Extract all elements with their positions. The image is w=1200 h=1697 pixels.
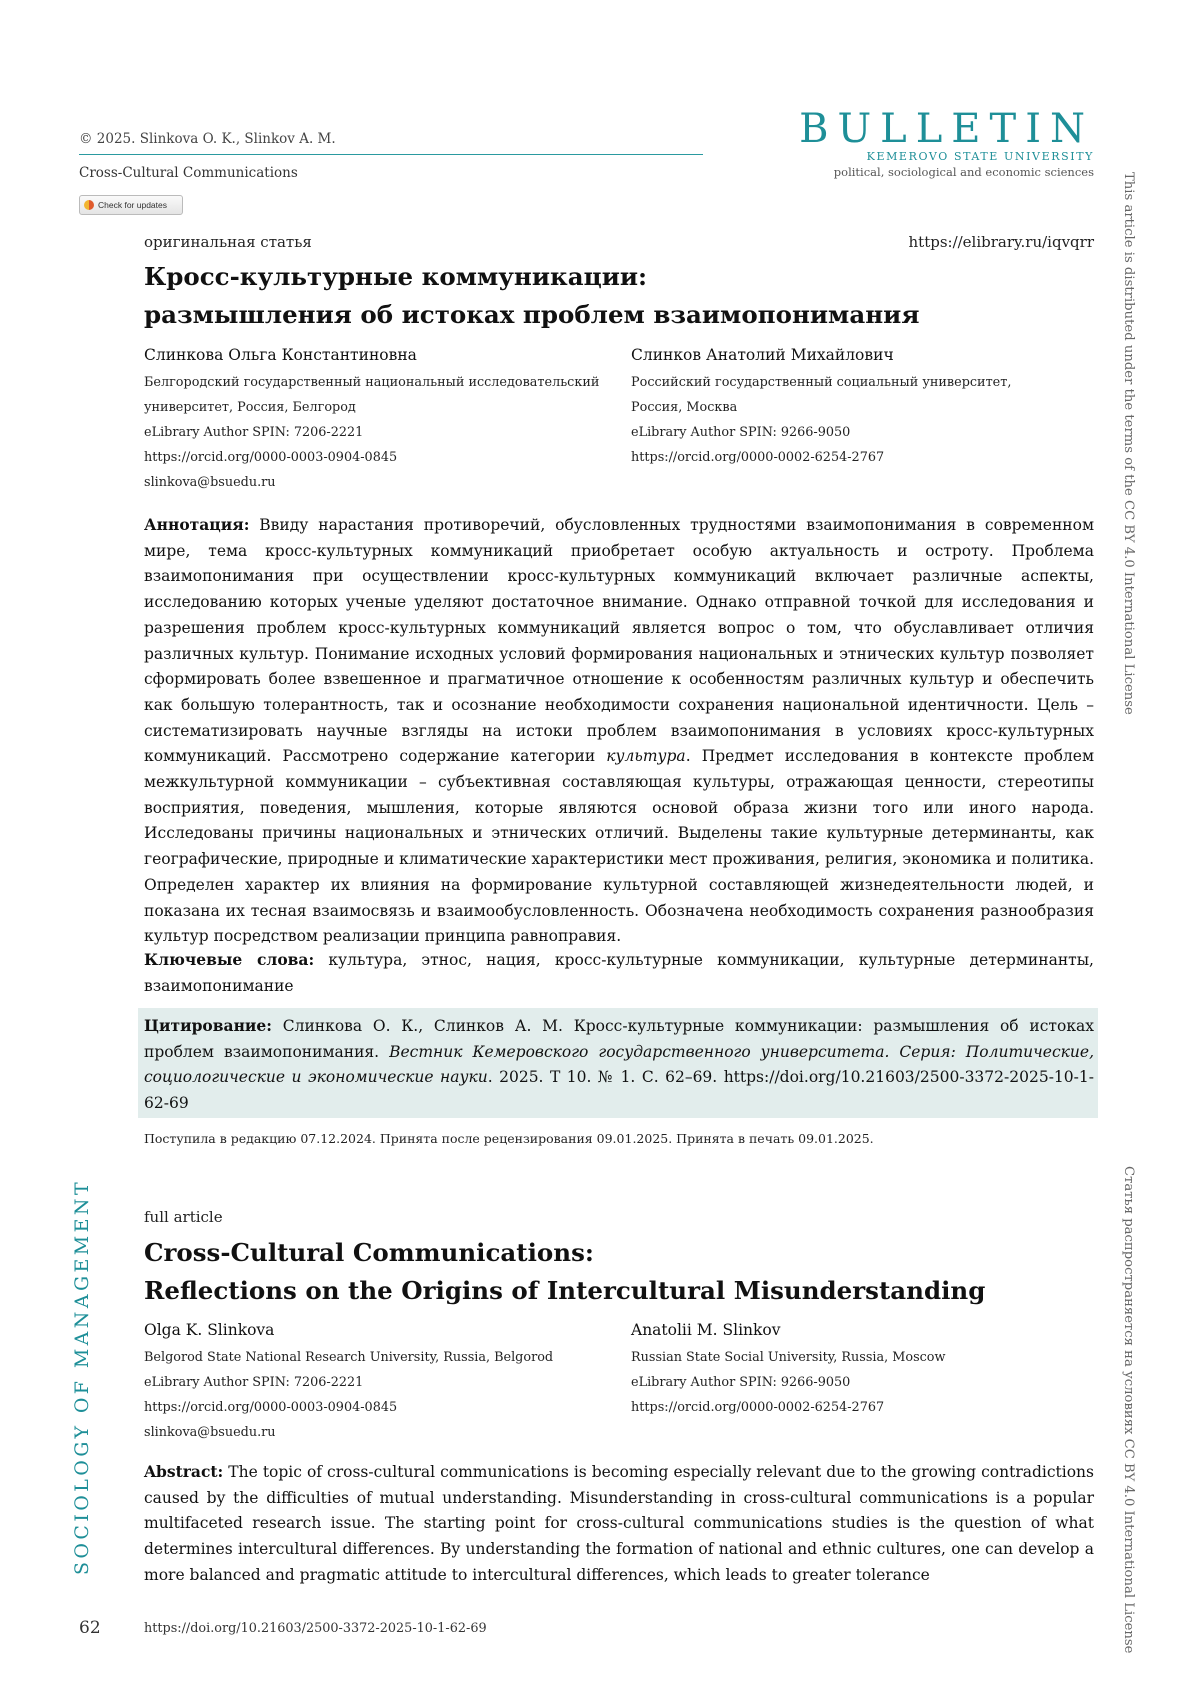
journal-logo <box>799 108 1094 180</box>
journal-subtitle: political, sociological and economic sciences <box>833 165 1094 179</box>
section-side-label: SOCIOLOGY OF MANAGEMENT <box>71 1178 93 1575</box>
author-orcid-link[interactable]: https://orcid.org/0000-0003-0904-0845 <box>144 450 398 465</box>
license-note-ru: Статья распространяется на условиях CC BY 4.0 International License <box>1121 1166 1136 1654</box>
author-email-link[interactable]: slinkova@bsuedu.ru <box>144 475 276 490</box>
en-title-line2: Reflections on the Origins of Intercultural Misunderstanding <box>144 1276 986 1305</box>
author-name: Слинков Анатолий Михайлович <box>631 346 894 364</box>
ru-abstract <box>144 512 1094 950</box>
author-affiliation: Russian State Social University, Russia, Moscow <box>631 1350 946 1365</box>
header-rule <box>79 154 703 155</box>
ru-keywords <box>144 947 1094 999</box>
en-abstract-label: Abstract: <box>144 1462 224 1481</box>
ru-title <box>144 258 1094 334</box>
page-number: 62 <box>79 1618 101 1638</box>
check-for-updates-badge[interactable] <box>79 195 183 215</box>
ru-abstract-italic: культура <box>606 747 686 766</box>
en-author-2 <box>631 1321 1101 1420</box>
copyright-line: © 2025. Slinkova O. K., Slinkov A. M. <box>79 131 336 147</box>
elibrary-link[interactable]: https://elibrary.ru/iqvqrr <box>908 233 1094 251</box>
ru-citation-journal: Вестник Кемеровского государственного университета. Серия: Политические, социологические и экономические науки <box>144 1042 1094 1087</box>
ru-citation-text: Слинкова О. К., Слинков А. М. Кросс-культурные коммуникации: размышления об истоках проблем взаимопонимания. <box>144 1017 1094 1061</box>
crossmark-icon <box>84 200 94 210</box>
author-orcid-link[interactable]: https://orcid.org/0000-0002-6254-2767 <box>631 1400 885 1415</box>
ru-title-line2: размышления об истоках проблем взаимопонимания <box>144 300 920 329</box>
journal-university: KEMEROVO STATE UNIVERSITY <box>866 150 1094 163</box>
author-affiliation: Российский государственный социальный университет, <box>631 375 1012 390</box>
en-title-line1: Cross-Cultural Communications: <box>144 1238 594 1267</box>
author-affiliation: Belgorod State National Research University, Russia, Belgorod <box>144 1350 554 1365</box>
ru-citation-label: Цитирование: <box>144 1016 272 1035</box>
ru-abstract-text: Ввиду нарастания противоречий, обусловленных трудностями взаимопонимания в современном мире, тема кросс-культурных коммуникаций приобретает особую актуальность и остроту. Проблема взаимопонимания при осуществлении кросс-культурных коммуникаций включает различные аспекты, исследованию которых ученые уделяют достаточное внимание. Однако отправной точкой для исследования и разрешения проблем кросс-культурных коммуникаций является вопрос о том, что обуславливает отличия различных культур. Понимание исходных условий формирования национальных и этнических культур позволяет сформировать более взвешенное и прагматичное отношение к особенностям различных культур и обеспечить как большую толерантность, так и осознание необходимости сохранения национальной идентичности. Цель – систематизировать научные взгляды на истоки проблем взаимопонимания в условиях кросс-культурных коммуникаций. Рассмотрено содержание категории <box>144 516 1094 766</box>
ru-keywords-text: культура, этнос, нация, кросс-культурные коммуникации, культурные детерминанты, взаимопонимание <box>144 951 1094 995</box>
author-orcid-link[interactable]: https://orcid.org/0000-0002-6254-2767 <box>631 450 885 465</box>
ru-abstract-text: . Предмет исследования в контексте проблем межкультурной коммуникации – субъективная составляющая культуры, отражающая ценности, стереотипы восприятия, поведения, мышления, которые являются основой образа жизни того или иного народа. Исследованы причины национальных и этнических отличий. Выделены такие культурные детерминанты, как географические, природные и климатические характеристики мест проживания, религия, экономика и политика. Определен характер их влияния на формирование культурной составляющей жизнедеятельности людей, и показана их тесная взаимосвязь и взаимообусловленность. Обозначена необходимость сохранения разнообразия культур посредством реализации принципа равноправия. <box>144 747 1095 946</box>
author-affiliation: Россия, Москва <box>631 400 738 415</box>
author-spin: eLibrary Author SPIN: 9266-9050 <box>631 1375 851 1390</box>
ru-article-type: оригинальная статья <box>144 233 312 251</box>
author-name: Anatolii M. Slinkov <box>631 1321 781 1339</box>
en-abstract-text: The topic of cross-cultural communications is becoming especially relevant due to the growing contradictions caused by the difficulties of mutual understanding. Misunderstanding in cross-cultural communications is a popular multifaceted research issue. The starting point for cross-cultural communications studies is the question of what determines intercultural differences. By understanding the formation of national and ethnic cultures, one can develop a more balanced and pragmatic attitude to intercultural differences, which leads to greater tolerance <box>144 1463 1094 1584</box>
ru-keywords-label: Ключевые слова: <box>144 950 315 969</box>
author-spin: eLibrary Author SPIN: 9266-9050 <box>631 425 851 440</box>
author-affiliation: Белгородский государственный национальный исследовательский <box>144 375 600 390</box>
author-email-link[interactable]: slinkova@bsuedu.ru <box>144 1425 276 1440</box>
author-name: Olga K. Slinkova <box>144 1321 275 1339</box>
ru-citation-text: . 2025. Т 10. № 1. С. 62–69. https://doi.org/10.21603/2500-3372-2025-10-1-62-69 <box>144 1068 1094 1113</box>
ru-author-1 <box>144 346 624 495</box>
ru-title-line1: Кросс-культурные коммуникации: <box>144 262 648 291</box>
en-title <box>144 1234 1094 1310</box>
check-for-updates-label: Check for updates <box>98 200 167 210</box>
journal-title: BULLETIN <box>799 106 1094 152</box>
en-article-type: full article <box>144 1208 223 1226</box>
author-orcid-link[interactable]: https://orcid.org/0000-0003-0904-0845 <box>144 1400 398 1415</box>
footer-doi-link[interactable]: https://doi.org/10.21603/2500-3372-2025-10-1-62-69 <box>144 1621 487 1636</box>
en-abstract <box>144 1459 1094 1589</box>
author-affiliation: университет, Россия, Белгород <box>144 400 356 415</box>
author-name: Слинкова Ольга Константиновна <box>144 346 417 364</box>
en-author-1 <box>144 1321 624 1445</box>
ru-citation <box>144 1013 1094 1117</box>
author-spin: eLibrary Author SPIN: 7206-2221 <box>144 1375 364 1390</box>
author-spin: eLibrary Author SPIN: 7206-2221 <box>144 425 364 440</box>
section-name: Cross-Cultural Communications <box>79 165 298 181</box>
article-dates: Поступила в редакцию 07.12.2024. Принята после рецензирования 09.01.2025. Принята в печать 09.01.2025. <box>144 1131 874 1146</box>
ru-abstract-label: Аннотация: <box>144 515 250 534</box>
ru-author-2 <box>631 346 1101 470</box>
license-note-en: This article is distributed under the terms of the CC BY 4.0 International License <box>1121 172 1136 715</box>
